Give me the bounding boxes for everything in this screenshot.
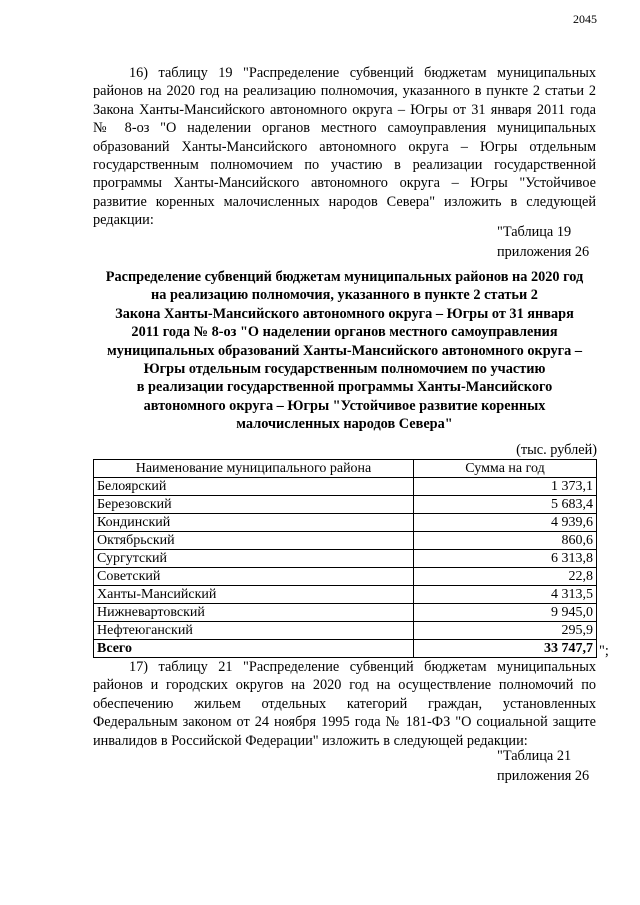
table-header-row [94,460,597,478]
table-row [94,514,597,532]
amount-value: 295,9 [414,622,597,640]
table-heading [93,268,596,434]
amount-value: 22,8 [414,568,597,586]
heading-line: Югры отдельным государственным полномочием по участию [143,361,546,378]
table-row [94,586,597,604]
column-header-amount: Сумма на год [414,460,597,478]
table-row [94,568,597,586]
amount-value: 860,6 [414,532,597,550]
district-name: Березовский [94,496,414,514]
district-name: Ханты-Мансийский [94,586,414,604]
table-19-reference-line1: "Таблица 19 [497,224,572,240]
district-name: Сургутский [94,550,414,568]
table-row [94,478,597,496]
table-row [94,550,597,568]
table-row [94,622,597,640]
subvention-table [93,459,597,658]
column-header-district: Наименование муниципального района [94,460,414,478]
heading-line: 2011 года № 8-оз "О наделении органов местного самоуправления [131,324,558,341]
item-17-paragraph: 17) таблицу 21 "Распределение субвенций бюджетам муниципальных районов и городских округов на 2020 год на осуществление полномочий по обеспечению жильем отдельных категорий граждан, установленных Федеральным законом от 24 ноября 1995 года № 181-ФЗ "О социальной защите инвалидов в Российской Федерации" изложить в следующей редакции: [93,659,596,749]
amount-value: 4 939,6 [414,514,597,532]
district-name: Октябрьский [94,532,414,550]
heading-line: Распределение субвенций бюджетам муниципальных районов на 2020 год [105,269,584,285]
table-row [94,604,597,622]
amount-value: 5 683,4 [414,496,597,514]
heading-line: на реализацию полномочия, указанного в пункте 2 статьи 2 [151,287,538,304]
item-16-paragraph: 16) таблицу 19 "Распределение субвенций бюджетам муниципальных районов на 2020 год на реализацию полномочия, указанного в пункте 2 статьи 2 Закона Ханты-Мансийского автономного округа – Югры от 31 января 2011 года № 8-оз "О наделении органов местного самоуправления муниципальных образований Ханты-Мансийского автономного округа – Югры отдельным государственным полномочием по участию в реализации государственной программы Ханты-Мансийского автономного округа – Югры "Устойчивое развитие коренных малочисленных народов Севера" изложить в следующей редакции: [93,65,596,229]
heading-line: малочисленных народов Севера" [236,416,453,433]
heading-line: в реализации государственной программы Ханты-Мансийского [136,379,553,396]
amount-value: 9 945,0 [414,604,597,622]
table-19-reference [497,222,589,262]
table-row [94,532,597,550]
table-21-reference [497,746,589,786]
total-label: Всего [94,640,414,658]
heading-line: муниципальных образований Ханты-Мансийского автономного округа – [106,342,583,359]
district-name: Нижневартовский [94,604,414,622]
table-21-reference-line1: "Таблица 21 [497,748,572,764]
table-row [94,496,597,514]
amount-value: 6 313,8 [414,550,597,568]
amount-value: 1 373,1 [414,478,597,496]
closing-quote-mark: "; [599,643,609,659]
table-21-reference-line2: приложения 26 [497,768,590,784]
amount-value: 4 313,5 [414,586,597,604]
heading-line: автономного округа – Югры "Устойчивое развитие коренных [143,397,546,414]
district-name: Кондинский [94,514,414,532]
page-number: 2045 [573,12,597,26]
heading-line: Закона Ханты-Мансийского автономного округа – Югры от 31 января [115,305,574,322]
table-19-reference-line2: приложения 26 [497,244,590,260]
unit-label: (тыс. рублей) [516,442,597,458]
district-name: Нефтеюганский [94,622,414,640]
district-name: Белоярский [94,478,414,496]
district-name: Советский [94,568,414,586]
total-value: 33 747,7 [414,640,597,658]
table-total-row [94,640,597,658]
